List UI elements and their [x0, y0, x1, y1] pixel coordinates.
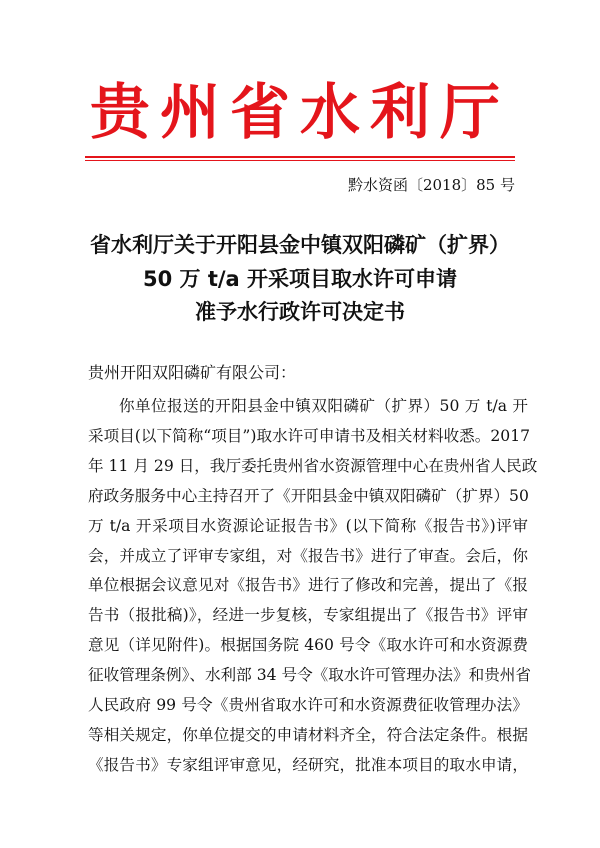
red-separator-line-thin — [85, 160, 515, 161]
body-line: 采项目(以下简称“项目”)取水许可申请书及相关材料收悉。2017 — [88, 426, 531, 445]
body-line: 等相关规定，你单位提交的申请材料齐全，符合法定条件。根据 — [88, 725, 528, 744]
body-line: 告书（报批稿)》，经进一步复核，专家组提出了《报告书》评审 — [88, 606, 528, 625]
body-line: 万 t/a 开采项目水资源论证报告书》(以下简称《报告书》)评审 — [88, 516, 528, 535]
body-line: 人民政府 99 号令《贵州省取水许可和水资源费征收管理办法》 — [88, 696, 528, 715]
body-line: 年 11 月 29 日，我厅委托贵州省水资源管理中心在贵州省人民政 — [88, 456, 538, 475]
issuing-authority-header: 贵州省水利厅 — [90, 78, 510, 148]
body-line: 单位根据会议意见对《报告书》进行了修改和完善，提出了《报 — [88, 576, 528, 595]
body-line: 意见（详见附件)。根据国务院 460 号令《取水许可和水资源费 — [88, 636, 528, 655]
red-separator-line — [85, 156, 515, 158]
body-line: 府政务服务中心主持召开了《开阳县金中镇双阳磷矿（扩界）50 — [88, 486, 529, 505]
document-title-line-2: 50 万 t/a 开采项目取水许可申请 — [142, 267, 458, 291]
body-line: 征收管理条例》、水利部 34 号令《取水许可管理办法》和贵州省 — [88, 666, 531, 685]
body-paragraph — [88, 392, 538, 781]
addressee: 贵州开阳双阳磷矿有限公司： — [88, 363, 297, 382]
body-line: 你单位报送的开阳县金中镇双阳磷矿（扩界）50 万 t/a 开 — [119, 397, 528, 415]
body-line: 《报告书》专家组评审意见，经研究，批准本项目的取水申请， — [88, 755, 528, 774]
body-line: 会，并成立了评审专家组，对《报告书》进行了审查。会后，你 — [88, 546, 528, 565]
document-title-line-1: 省水利厅关于开阳县金中镇双阳磷矿（扩界） — [90, 233, 510, 257]
document-title-line-3: 准予水行政许可决定书 — [195, 300, 405, 324]
document-number: 黔水资函〔2018〕85 号 — [347, 176, 515, 194]
